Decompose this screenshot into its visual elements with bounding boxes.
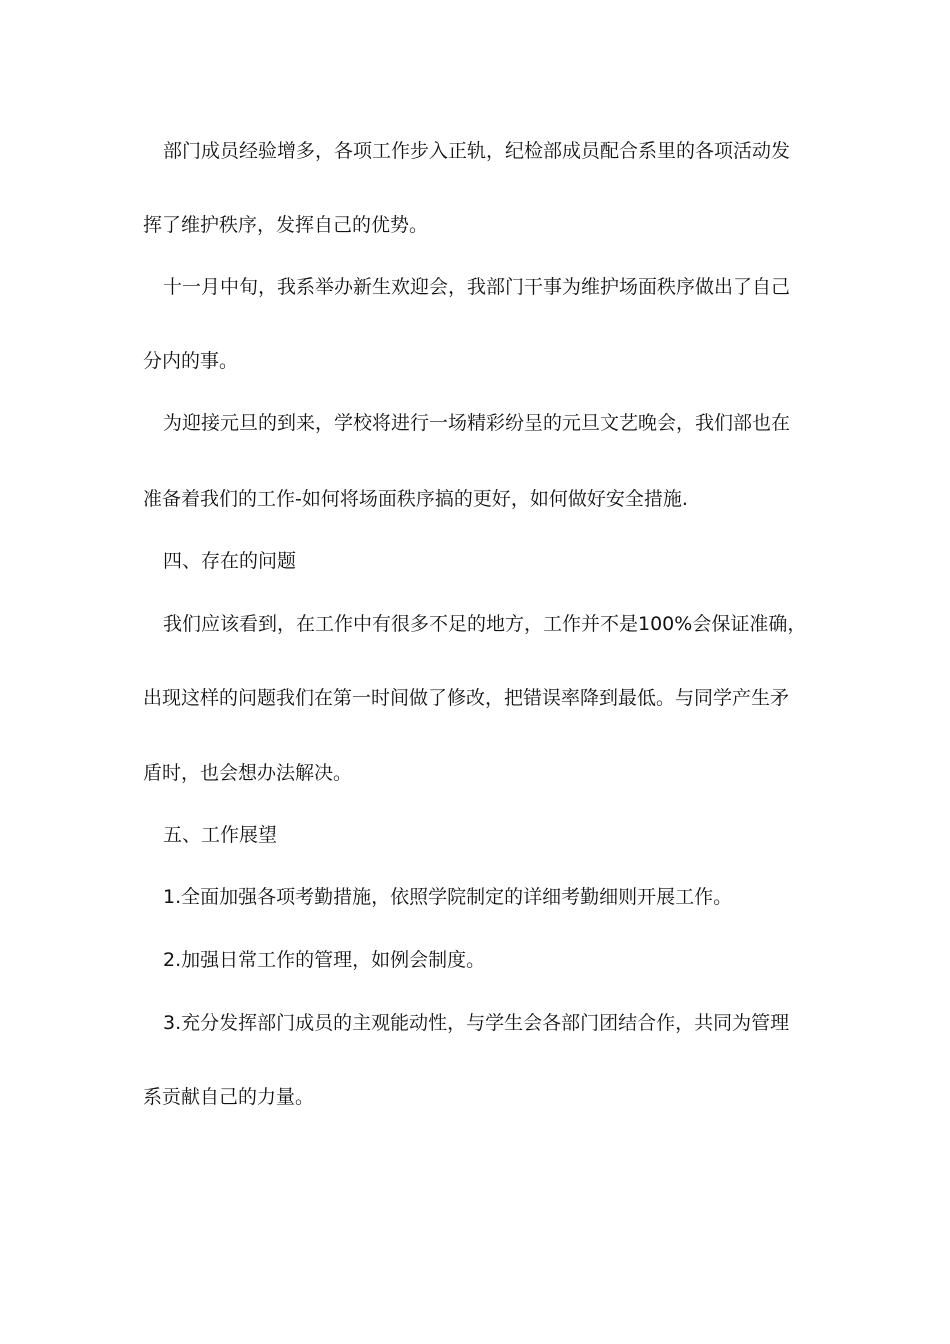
paragraph-line: 系贡献自己的力量。 [143, 1086, 315, 1108]
section-heading: 五、工作展望 [163, 824, 278, 846]
paragraph-line: 分内的事。 [143, 350, 239, 372]
paragraph-line: 部门成员经验增多，各项工作步入正轨，纪检部成员配合系里的各项活动发 [163, 140, 791, 162]
paragraph-line: 挥了维护秩序，发挥自己的优势。 [143, 214, 429, 236]
paragraph-line: 我们应该看到，在工作中有很多不足的地方，工作并不是100%会保证准确， [163, 613, 807, 635]
list-item: 3.充分发挥部门成员的主观能动性，与学生会各部门团结合作，共同为管理 [163, 1012, 790, 1034]
list-item: 1.全面加强各项考勤措施，依照学院制定的详细考勤细则开展工作。 [163, 886, 733, 908]
section-heading: 四、存在的问题 [163, 550, 297, 572]
list-item: 2.加强日常工作的管理，如例会制度。 [163, 949, 486, 971]
paragraph-line: 准备着我们的工作-如何将场面秩序搞的更好，如何做好安全措施. [143, 488, 688, 510]
paragraph-line: 十一月中旬，我系举办新生欢迎会，我部门干事为维护场面秩序做出了自己 [163, 276, 791, 298]
paragraph-line: 盾时，也会想办法解决。 [143, 762, 353, 784]
paragraph-line: 出现这样的问题我们在第一时间做了修改，把错误率降到最低。与同学产生矛 [143, 687, 790, 709]
paragraph-line: 为迎接元旦的到来，学校将进行一场精彩纷呈的元旦文艺晚会，我们部也在 [163, 412, 791, 434]
